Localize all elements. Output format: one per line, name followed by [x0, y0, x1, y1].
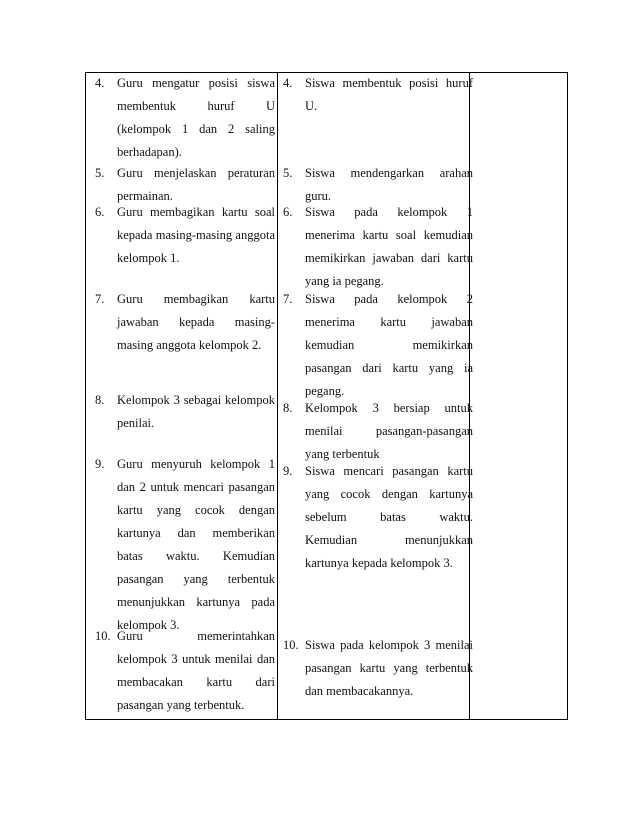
item-number: 10. — [95, 629, 111, 643]
item-text: Kelompok 3 sebagai kelompok penilai. — [117, 393, 275, 430]
item-number: 6. — [283, 205, 293, 219]
item-number: 5. — [95, 166, 105, 180]
item-number: 9. — [95, 457, 105, 471]
item-text: Guru membagikan kartu jawaban kepada masing- masing anggota kelompok 2. — [117, 292, 275, 352]
item-text: Guru menyuruh kelompok 1 dan 2 untuk mencari pasangan kartu yang cocok dengan kartunya dan memberikan batas waktu. Kemudian pasangan yang terbentuk menunjukkan kartunya pada kelompok 3. — [117, 457, 275, 632]
item-number: 10. — [283, 638, 299, 652]
item-text: Siswa mencari pasangan kartu yang cocok dengan kartunya sebelum batas waktu. Kemudian menunjukkan kartunya kepada kelompok 3. — [305, 464, 473, 570]
item-number: 4. — [95, 76, 105, 90]
item-text: Siswa membentuk posisi huruf U. — [305, 76, 473, 113]
item-number: 7. — [283, 292, 293, 306]
item-text: Siswa mendengarkan arahan guru. — [305, 166, 473, 203]
item-number: 5. — [283, 166, 293, 180]
item-number: 4. — [283, 76, 293, 90]
item-number: 6. — [95, 205, 105, 219]
item-number: 8. — [283, 401, 293, 415]
item-text: Guru membagikan kartu soal kepada masing-masing anggota kelompok 1. — [117, 205, 275, 265]
item-text: Siswa pada kelompok 2 menerima kartu jawaban kemudian memikirkan pasangan dari kartu yang ia pegang. — [305, 292, 473, 398]
item-text: Kelompok 3 bersiap untuk menilai pasangan-pasangan yang terbentuk — [305, 401, 473, 461]
item-text: Siswa pada kelompok 1 menerima kartu soal kemudian memikirkan jawaban dari kartu yang ia pegang. — [305, 205, 473, 288]
column-divider — [277, 73, 278, 719]
item-text: Guru memerintahkan kelompok 3 untuk menilai dan membacakan kartu dari pasangan yang terbentuk. — [117, 629, 275, 712]
item-number: 7. — [95, 292, 105, 306]
item-text: Siswa pada kelompok 3 menilai pasangan kartu yang terbentuk dan membacakannya. — [305, 638, 473, 698]
item-number: 9. — [283, 464, 293, 478]
item-text: Guru menjelaskan peraturan permainan. — [117, 166, 275, 203]
item-number: 8. — [95, 393, 105, 407]
item-text: Guru mengatur posisi siswa membentuk huruf U (kelompok 1 dan 2 saling berhadapan). — [117, 76, 275, 159]
